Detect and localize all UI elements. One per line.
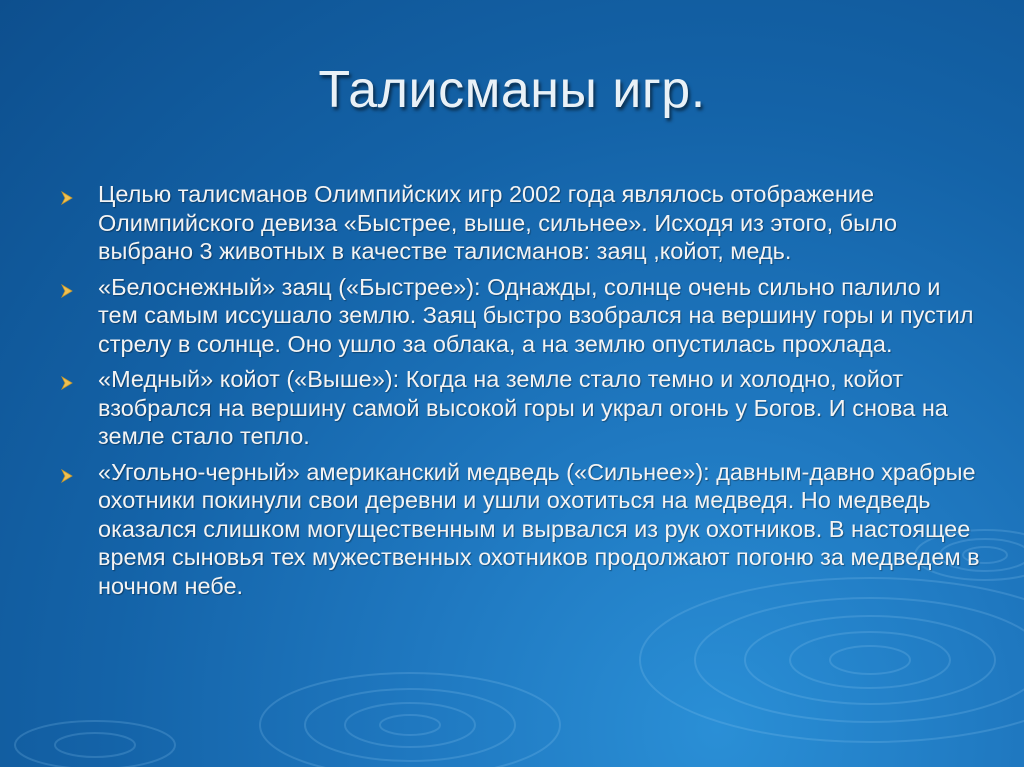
bullet-text: Целью талисманов Олимпийских игр 2002 года являлось отображение Олимпийского девиза «Быстрее, выше, сильнее». Исходя из этого, было выбрано 3 животных в качестве талисманов: заяц ,койот, медь. (98, 181, 898, 264)
slide-title: Талисманы игр. (318, 61, 706, 119)
arrowhead-bullet-icon (60, 469, 74, 483)
list-item (60, 273, 980, 359)
arrowhead-bullet-icon (60, 191, 74, 205)
bullet-text: «Медный» койот («Выше»): Когда на земле стало темно и холодно, койот взобрался на вершину самой высокой горы и украл огонь у Богов. И снова на земле стало тепло. (98, 366, 948, 449)
arrowhead-bullet-icon (60, 376, 74, 390)
bullet-list (60, 180, 980, 607)
list-item (60, 458, 980, 601)
list-item (60, 365, 980, 451)
list-item (60, 180, 980, 266)
arrowhead-bullet-icon (60, 284, 74, 298)
bullet-text: «Белоснежный» заяц («Быстрее»): Однажды, солнце очень сильно палило и тем самым иссушало землю. Заяц быстро взобрался на вершину горы и пустил стрелу в солнце. Оно ушло за облака, а на землю опустилась прохлада. (98, 273, 974, 357)
bullet-text: «Угольно-черный» американский медведь («Сильнее»): давным-давно храбрые охотники покинули свои деревни и ушли охотиться на медведя. Но медведь оказался слишком могущественным и вырвался из рук охотников. В настоящее время сыновья тех мужественных охотников продолжают погоню за медведем в ночном небе. (98, 458, 980, 599)
